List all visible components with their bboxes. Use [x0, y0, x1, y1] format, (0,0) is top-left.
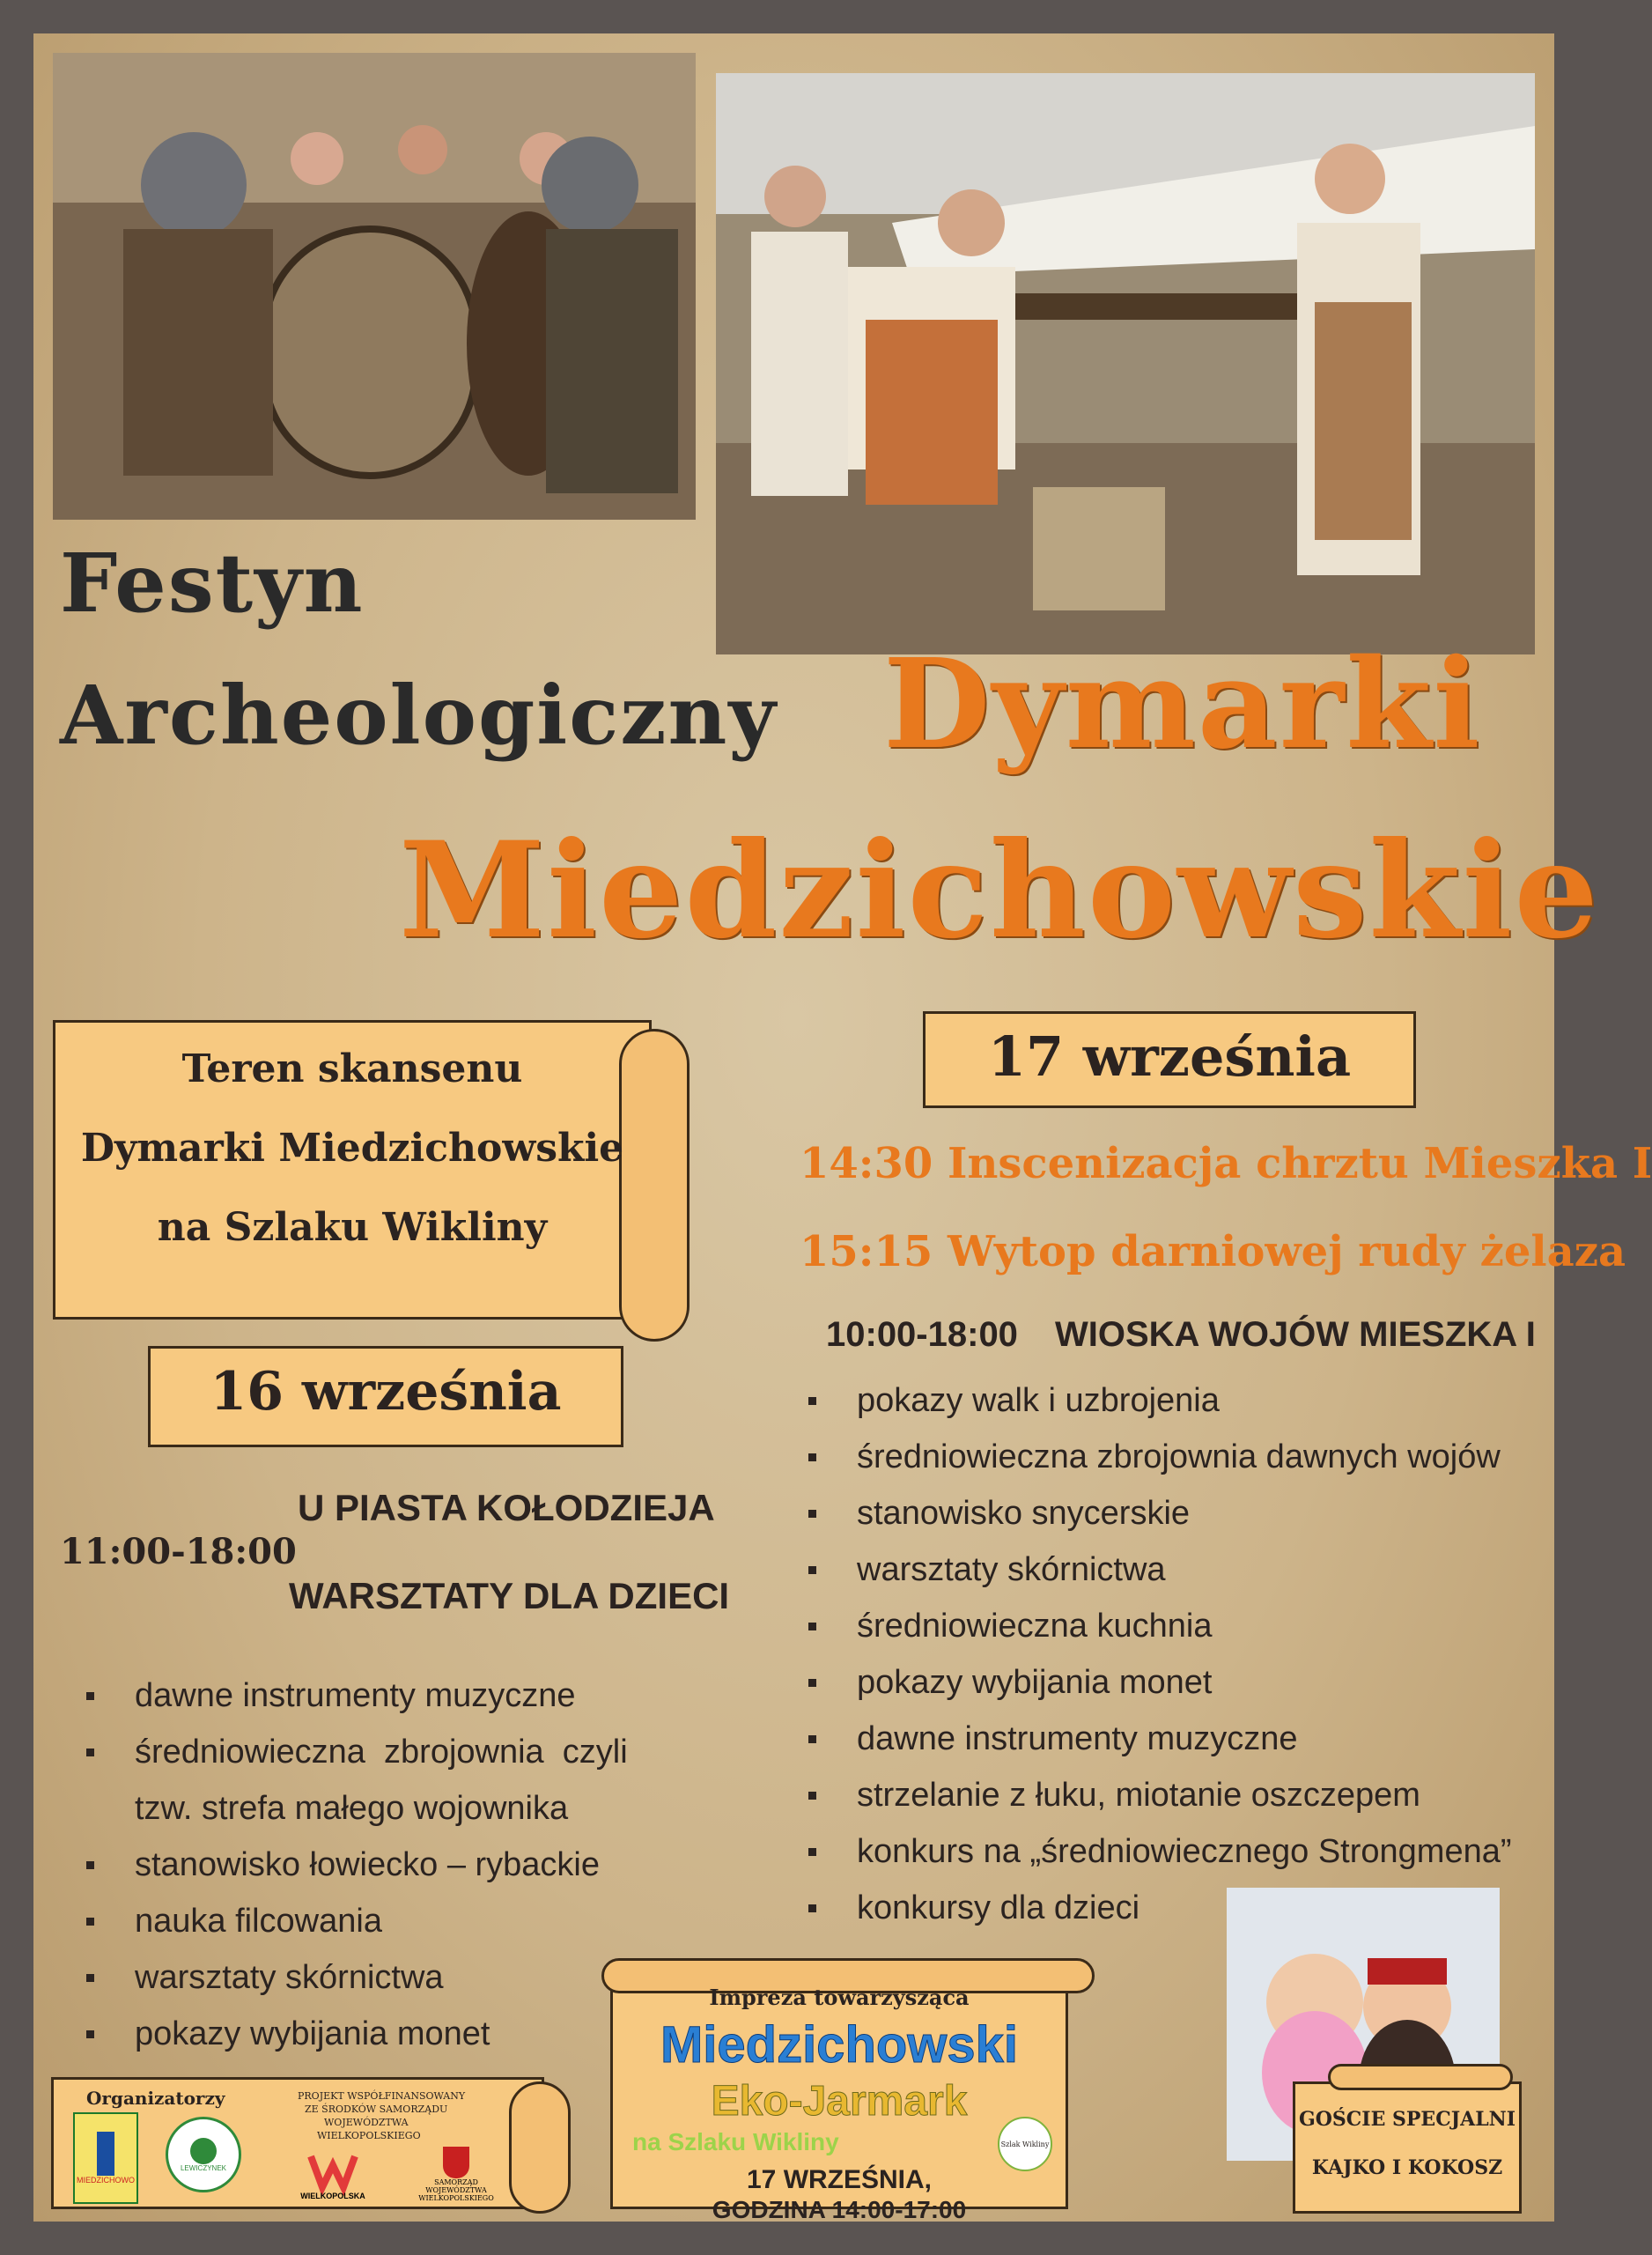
eko-hours: GODZINA 14:00-17:00 [712, 2196, 967, 2223]
title-line-3: Dymarki [883, 632, 1482, 777]
badge-text: Szlak Wikliny [1000, 2140, 1050, 2148]
warriors-illustration [53, 53, 696, 520]
location-line-1: Teren skansenu [181, 1046, 523, 1091]
project-line-4: WIELKOPOLSKIEGO [317, 2130, 421, 2141]
day1-date: 16 września [210, 1361, 562, 1423]
location-line-2: Dymarki Miedzichowskie [80, 1126, 624, 1171]
list-item: konkursy dla dzieci [808, 1880, 1512, 1936]
list-item: dawne instrumenty muzyczne [86, 1667, 756, 1724]
miedzichowo-logo [73, 2112, 138, 2204]
samorzad-line-1: SAMORZĄD [434, 2177, 478, 2186]
list-item: warsztaty skórnictwa [86, 1949, 756, 2006]
title-line-1: Festyn [60, 536, 365, 631]
photo-warriors [53, 53, 696, 520]
day2-event-2: 15:15 Wytop darniowej rudy żelaza [800, 1227, 1626, 1276]
list-item-cont: tzw. strefa małego wojownika [135, 1790, 569, 1827]
szlak-wikliny-badge [998, 2117, 1052, 2171]
day1-heading-1: U PIASTA KOŁODZIEJA [298, 1487, 715, 1528]
wielkopolska-text: WIELKOPOLSKA [300, 2192, 365, 2200]
logo-lewiczynek-text: LEWICZYNEK [180, 2163, 226, 2172]
guests-line-2: KAJKO I KOKOSZ [1311, 2156, 1503, 2179]
wielkopolska-logo [289, 2143, 377, 2209]
list-item: strzelanie z łuku, miotanie oszczepem [808, 1767, 1512, 1823]
list-item: średniowieczna zbrojownia dawnych wojów [808, 1429, 1512, 1485]
guests-line-1: GOŚCIE SPECJALNI [1298, 2108, 1516, 2131]
day2-heading: WIOSKA WOJÓW MIESZKA I [1055, 1315, 1536, 1354]
list-item: warsztaty skórnictwa [808, 1542, 1512, 1598]
project-line-3: WOJEWÓDZTWA [324, 2117, 409, 2128]
eko-name-1: Miedzichowski [660, 2016, 1019, 2074]
list-item: dawne instrumenty muzyczne [808, 1711, 1512, 1767]
list-item: stanowisko łowiecko – rybackie [86, 1837, 756, 1893]
photo-smiths [716, 73, 1535, 654]
list-item: pokazy wybijania monet [808, 1654, 1512, 1711]
samorzad-line-3: WIELKOPOLSKIEGO [418, 2193, 494, 2202]
samorzad-logo [412, 2139, 500, 2209]
title-line-2: Archeologiczny [60, 668, 778, 763]
location-line-3: na Szlaku Wikliny [157, 1205, 548, 1250]
organizers-scroll-end [509, 2081, 571, 2214]
organizers-label: Organizatorzy [86, 2088, 225, 2109]
guests-scroll-end [1328, 2064, 1513, 2090]
list-item: stanowisko snycerskie [808, 1485, 1512, 1542]
guests-scroll [1293, 2081, 1522, 2214]
eko-top: Impreza towarzysząca [709, 1985, 970, 2010]
day2-time: 10:00-18:00 [826, 1315, 1018, 1354]
list-item: pokazy wybijania monet [86, 2006, 756, 2062]
title-line-4: Miedzichowskie [399, 813, 1600, 968]
day2-list [808, 1372, 1512, 1936]
list-item: konkurs na „średniowiecznego Strongmena” [808, 1823, 1512, 1880]
poster [33, 33, 1652, 2223]
project-line-1: PROJEKT WSPÓŁFINANSOWANY [298, 2090, 466, 2102]
list-item-text: średniowieczna zbrojownia czyli [135, 1734, 628, 1771]
samorzad-line-2: WOJEWÓDZTWA [425, 2185, 487, 2194]
eagle-shield-icon [443, 2147, 469, 2178]
lewiczynek-logo [166, 2117, 241, 2192]
project-line-2: ZE ŚRODKÓW SAMORZĄDU [305, 2103, 448, 2115]
day1-heading-2: WARSZTATY DLA DZIECI [289, 1575, 730, 1616]
list-item: pokazy walk i uzbrojenia [808, 1372, 1512, 1429]
list-item: średniowieczna kuchnia [808, 1598, 1512, 1654]
day2-date: 17 września [987, 1024, 1352, 1089]
list-item [86, 1724, 756, 1837]
day1-time: 11:00-18:00 [60, 1531, 297, 1572]
logo-miedzichowo-text: MIEDZICHOWO [77, 2176, 135, 2185]
smiths-illustration [716, 73, 1535, 654]
eko-name-2: Eko-Jarmark [711, 2078, 968, 2125]
eko-date: 17 WRZEŚNIA, [746, 2165, 933, 2194]
tree-icon [190, 2138, 217, 2164]
church-icon [97, 2132, 114, 2176]
wielkopolska-w-icon [306, 2152, 359, 2192]
list-item: nauka filcowania [86, 1893, 756, 1949]
day2-event-1: 14:30 Inscenizacja chrztu Mieszka I [800, 1139, 1652, 1188]
eko-name-3: na Szlaku Wikliny [632, 2128, 839, 2155]
